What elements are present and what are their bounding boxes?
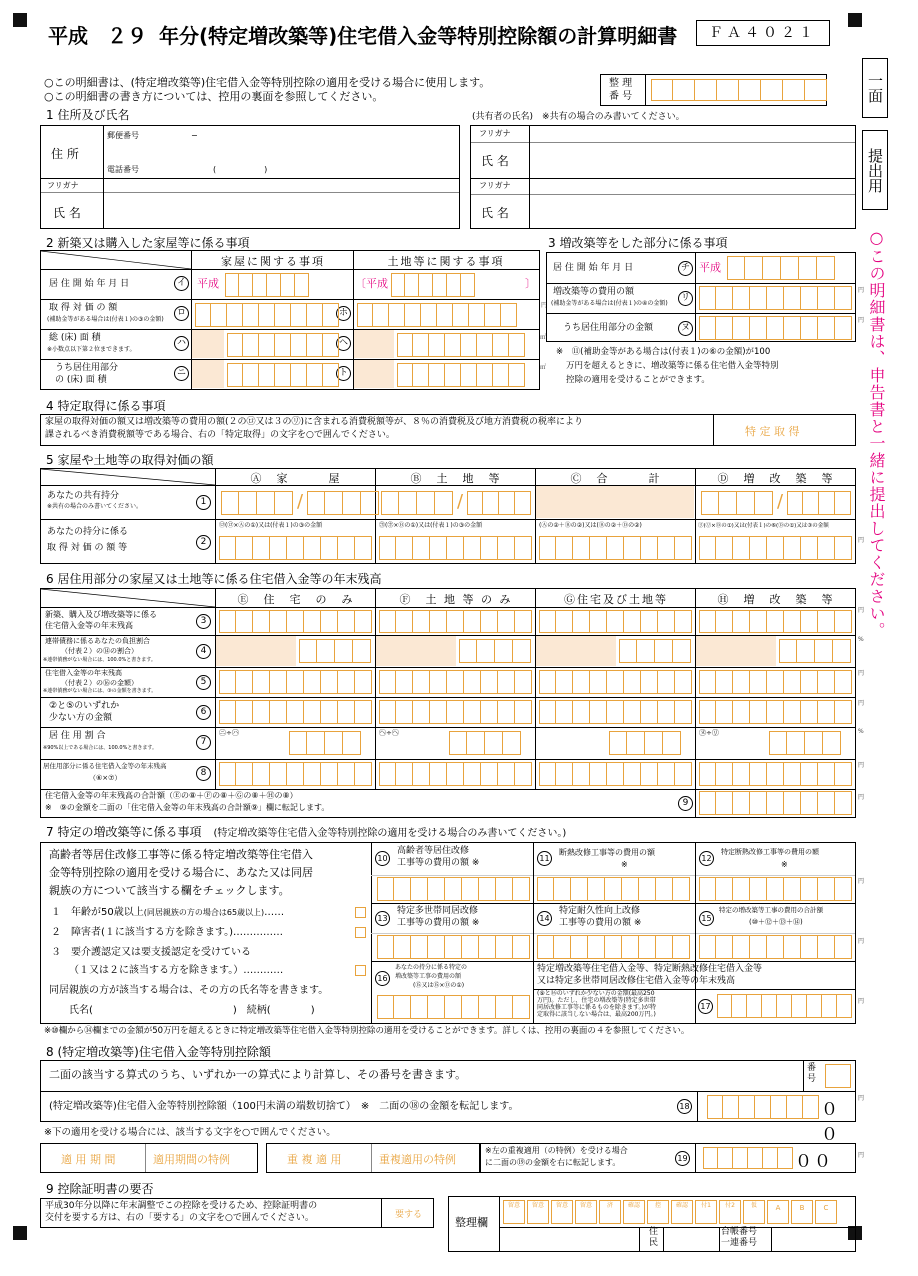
b12-input[interactable] — [699, 877, 852, 901]
yen-unit: 円 — [858, 700, 865, 707]
zokaichiku-mochibun-denom[interactable] — [787, 491, 851, 515]
kaoku-mochibun-denom[interactable] — [307, 491, 379, 515]
formula-d: ㋷(㋷×Ⓓの①)又は(付表１)の⑥(Ⓓの①)又は③の金額 — [698, 523, 829, 529]
f-row6-input[interactable] — [379, 700, 532, 724]
b10-b: 工事等の費用の額 ※ — [397, 858, 480, 868]
marker-19: 19 — [675, 1151, 690, 1166]
b10-input[interactable] — [377, 877, 530, 901]
family-note: 同居親族の方が該当する場合は、その方の氏名等を書きます。 — [49, 985, 329, 996]
marker-9: 9 — [678, 796, 693, 811]
check-1-box[interactable] — [355, 907, 366, 918]
check-3-label: ３ 要介護認定又は要支援認定を受けている — [51, 947, 251, 958]
sec3-note-3: 控除の適用を受けることができます。 — [566, 375, 710, 385]
col-f: Ⓕ 土 地 等 の み — [399, 593, 513, 606]
row-kyoju-kaishi: 居 住 開 始 年 月 日 — [49, 279, 130, 289]
marker-17: 17 — [698, 999, 713, 1014]
b13-a: 特定多世帯同居改修 — [397, 906, 479, 916]
row19-a: ※左の重複適用（の特例）を受ける場合 — [485, 1146, 628, 1155]
yen-unit: 円 — [858, 607, 865, 614]
marker-13: 13 — [375, 911, 390, 926]
f-row3-input[interactable] — [379, 610, 532, 633]
sec4-box — [40, 414, 856, 446]
marker-8: 8 — [196, 766, 211, 781]
r5-label-b: （付表２）の⑯の金額） — [61, 679, 138, 687]
seiri-cell: 済 — [599, 1200, 621, 1224]
denwa-label: 電話番号 — [107, 165, 139, 174]
marker-he: ヘ — [336, 336, 351, 351]
vertical-submit-note: ○この明細書は、申告書と一緒に提出してください。 — [867, 228, 886, 639]
seiri-cell: 付1 — [695, 1200, 717, 1224]
bango-label-2: 号 — [807, 1074, 817, 1084]
r8-label-b: （⑥×⑦） — [89, 774, 122, 782]
col-tochi: 土地等に関する事項 — [387, 255, 505, 268]
jusho-label: 住 所 — [51, 147, 79, 161]
g-row5-input[interactable] — [539, 670, 692, 694]
bango-label-1: 番 — [807, 1063, 817, 1073]
title-year: ２９ — [106, 24, 147, 48]
sec1-box — [40, 125, 460, 229]
zero-19: ００ — [795, 1152, 833, 1172]
b13-b: 工事等の費用の額 ※ — [397, 918, 480, 928]
kaoku-taika-input[interactable] — [195, 303, 339, 327]
b17-input[interactable] — [717, 994, 852, 1018]
sqm-unit: ㎡ — [540, 334, 547, 341]
seiri-bango-input[interactable] — [651, 79, 827, 101]
e-row3-input[interactable] — [219, 610, 372, 633]
marker-nu: ヌ — [678, 321, 693, 336]
seiri-bango-box — [600, 74, 827, 106]
sec3-title: 3 増改築等をした部分に係る事項 — [548, 236, 728, 250]
sec7-footnote: ※⑩欄から⑭欄までの金額が50万円を超えるときに特定増改築等住宅借入金等特別控除の適用を受けることができます。詳しくは、控用の裏面の４を参照してください。 — [44, 1026, 690, 1036]
tekiyo-box — [40, 1143, 258, 1173]
denwa-paren: ( ) — [213, 165, 268, 174]
col-e: Ⓔ 住 宅 の み — [237, 593, 355, 606]
e-row4-input[interactable] — [299, 639, 371, 663]
marker-14: 14 — [537, 911, 552, 926]
registration-mark — [13, 1226, 27, 1240]
kaoku-kyoju-menseki-input[interactable] — [227, 363, 339, 387]
note-line-1: ○この明細書は、(特定増改築等)住宅借入金等特別控除の適用を受ける場合に使用します。 — [44, 76, 491, 89]
tochi-kyoju-menseki-input[interactable] — [397, 363, 525, 387]
row-19-box — [480, 1143, 856, 1173]
b14-a: 特定耐久性向上改修 — [559, 906, 641, 916]
seiri-ran — [448, 1196, 856, 1252]
kyoyu-shimei-1: 氏 名 — [481, 154, 509, 168]
kyoyu-label: (共有者の氏名) ※共有の場合のみ書いてください。 — [472, 112, 685, 122]
r6-label-b: 少ない方の金額 — [49, 713, 113, 723]
sec5-title: 5 家屋や土地等の取得対価の額 — [46, 453, 214, 467]
seiri-cell: 留意 — [575, 1200, 597, 1224]
zokaichiku-hiyo-input[interactable] — [699, 286, 852, 310]
sec3-row2b: (補助金等がある場合は(付表１)の④の金額) — [551, 300, 668, 307]
seiri-cells — [503, 1200, 837, 1224]
sub-min: 民 — [649, 1238, 659, 1248]
sec7-box — [40, 842, 856, 1024]
g-row4-input[interactable] — [619, 639, 691, 663]
row-shutoku-taika: 取 得 対 価 の 額 — [49, 303, 118, 313]
marker-16: 16 — [375, 971, 390, 986]
sec9-text-2: 交付を要する方は、右の「要する」の文字を○で囲んでください。 — [45, 1213, 314, 1223]
total-line-2: ※ ⑨の金額を二面の「住宅借入金等の年末残高の合計額⑨」欄に転記します。 — [45, 803, 330, 812]
heisei-kaoku: 平成 — [197, 277, 219, 290]
tochi-mochibun-input[interactable] — [381, 491, 453, 515]
heisei-zokaichiku: 平成 — [699, 261, 721, 274]
marker-7: 7 — [196, 735, 211, 750]
formula-c: (Ⓐの②＋Ⓑの②)又は(Ⓑの②＋Ⓓの②) — [539, 522, 642, 529]
title-era: 平成 — [48, 24, 88, 48]
gokei-taika-2-input[interactable] — [539, 536, 692, 560]
b12-s: ※ — [781, 860, 788, 869]
zokaichiku-date-input[interactable] — [727, 256, 835, 280]
r3-label-b: 住宅借入金等の年末残高 — [45, 621, 133, 630]
g-row8-input[interactable] — [539, 762, 692, 786]
kaoku-mochibun-input[interactable] — [221, 491, 293, 515]
sqm-unit: ㎡ — [540, 364, 547, 371]
r7-label-a: 居 住 用 割 合 — [49, 731, 106, 741]
total-9-input[interactable] — [699, 791, 852, 815]
seiri-cell: 付2 — [719, 1200, 741, 1224]
registration-mark — [13, 13, 27, 27]
mochibun-taika: あなたの持分に係る — [47, 527, 129, 537]
check-2-box[interactable] — [355, 927, 366, 938]
r3-label-a: 新築、購入及び増改築等に係る — [45, 610, 157, 619]
chofuku-tekiyo[interactable]: 重 複 適 用 — [287, 1153, 342, 1166]
marker-11: 11 — [537, 851, 552, 866]
h-row6-input[interactable] — [699, 700, 852, 724]
sec2-table — [40, 250, 540, 390]
r4-label-c: ※連帯債務がない場合には、100.0%と書きます。 — [43, 657, 156, 663]
sec3-row3: うち居住用部分の金額 — [563, 323, 654, 333]
intro-1: 高齢者等居住改修工事等に係る特定増改築等住宅借入 — [49, 848, 313, 861]
check-1-label: １ 年齢が50歳以上(同居親族の方の場合は65歳以上)…… — [51, 907, 285, 918]
b17-a: 特定増改築等住宅借入金等、特定断熱改修住宅借入金等 — [537, 964, 763, 974]
seiri-cell: 仮 — [743, 1200, 765, 1224]
marker-5: 5 — [196, 675, 211, 690]
formula-f: ㋬÷㋬ — [379, 729, 399, 737]
b15-s: (⑩＋⑫＋⑬＋⑭) — [749, 918, 803, 926]
yen-unit: 円 — [858, 938, 865, 945]
tekiyo-kikan[interactable]: 適 用 期 間 — [61, 1153, 116, 1166]
b11-s: ※ — [621, 860, 628, 869]
zokaichiku-taika-2-input[interactable] — [699, 536, 852, 560]
b15-input[interactable] — [699, 935, 852, 959]
teishutsu-tab: 提出用 — [862, 130, 888, 210]
seiri-cell: 確認 — [623, 1200, 645, 1224]
tochi-taika-2-input[interactable] — [379, 536, 532, 560]
b17-note-2: 万円)。ただし、住宅の増改築等(特定多世帯 — [537, 997, 656, 1004]
marker-6: 6 — [196, 705, 211, 720]
yen-unit: 円 — [858, 762, 865, 769]
sec3-table — [546, 252, 856, 342]
sub-daicho: 台帳番号 — [721, 1227, 758, 1237]
f-row4-input[interactable] — [459, 639, 531, 663]
bracket-end: 〕 — [525, 277, 536, 290]
bango-label: 番 号 — [609, 91, 633, 102]
tochi-mochibun-denom[interactable] — [467, 491, 531, 515]
yen-unit: 円 — [858, 670, 865, 677]
b17-note-1: (⑨と⑯のいずれか少ない方の金額(最高250 — [537, 990, 655, 997]
b14-b: 工事等の費用の額 ※ — [559, 918, 642, 928]
r7-label-b: ※90%以上である場合には、100.0%と書きます。 — [43, 745, 157, 751]
kaoku-taika-2-input[interactable] — [219, 536, 372, 560]
mochibun-taika-b: 取 得 対 価 の 額 等 — [47, 543, 128, 553]
f-row7-input[interactable] — [449, 731, 521, 755]
yen-unit: 円 — [858, 537, 865, 544]
sec1-title: 1 住所及び氏名 — [46, 108, 130, 122]
marker-12: 12 — [699, 851, 714, 866]
sec5-table: Ⓐ 家 屋 Ⓑ 土 地 等 Ⓒ 合 計 Ⓓ 増 改 築 等 あなたの共有持分 ※共有の場合のみ書いてください。 あなたの持分に係る 取 得 対 価 の 額 等 1 2 / / / ㋺(㋺×Ⓐの①)又は(付表１)の③の金額 ㋭(㋭×Ⓑの①)又は(付表１)の③の金額 (Ⓐの②＋Ⓑの②)又は(Ⓑの②＋Ⓓの②) ㋷(㋷×Ⓓの①)又は(付表１)の⑥(Ⓓの①)又は③の金額 — [40, 468, 856, 564]
kyoyu-mochibun: あなたの共有持分 — [47, 491, 120, 501]
seiri-label: 整 理 — [609, 78, 633, 89]
col-h: Ⓗ 増 改 築 等 — [717, 593, 835, 606]
seiri-cell: 留意 — [527, 1200, 549, 1224]
formula-a: ㋺(㋺×Ⓐの①)又は(付表１)の③の金額 — [219, 522, 323, 529]
seiri-cell: 留意 — [503, 1200, 525, 1224]
total-line-1: 住宅借入金等の年末残高の合計額（Ⓔの⑧＋Ⓕの⑧＋Ⓖの⑧＋Ⓗの⑧） — [45, 791, 298, 800]
marker-ha: ハ — [174, 336, 189, 351]
heisei-tochi: 〔平成 — [355, 277, 388, 290]
yen-unit: 円 — [858, 287, 865, 294]
col-b: Ⓑ 土 地 等 — [410, 472, 502, 485]
r8-label-a: 居住用部分に係る住宅借入金等の年末残高 — [43, 762, 167, 770]
row19-b: に二面の⑲の金額を右に転記します。 — [485, 1158, 621, 1167]
g-row3-input[interactable] — [539, 610, 692, 633]
intro-2: 金等特別控除の適用を受ける場合に、あなた又は同居 — [49, 866, 313, 879]
check-3-sub: （１又は２に該当する方を除きます。）………… — [69, 965, 284, 976]
marker-i: イ — [174, 276, 189, 291]
formula-e: ㋥÷㋩ — [219, 729, 239, 737]
b17-b: 又は特定多世帯同居改修住宅借入金等の年末残高 — [537, 976, 736, 986]
seiri-cell: 留意 — [551, 1200, 573, 1224]
col-a: Ⓐ 家 屋 — [250, 472, 342, 485]
tochi-menseki-input[interactable] — [397, 333, 525, 357]
sec3-note-2: 万円を超えるときに、増改築等に係る住宅借入金等特別 — [566, 361, 779, 371]
marker-2: 2 — [196, 535, 211, 550]
zokaichiku-mochibun-input[interactable] — [701, 491, 773, 515]
yen-unit: 円 — [858, 878, 865, 885]
check-2-label: ２ 障害者(１に該当する方を除きます。)…………… — [51, 927, 284, 938]
kaoku-menseki-input[interactable] — [227, 333, 339, 357]
e-row7-input[interactable] — [289, 731, 361, 755]
r6-label-a: ②と⑤のいずれか — [49, 701, 120, 711]
kaoku-date-input[interactable] — [225, 273, 309, 297]
h-row8-input[interactable] — [699, 762, 852, 786]
marker-ni: ニ — [174, 366, 189, 381]
b16-c: (⑮又は⑮×Ⓓの①) — [413, 982, 465, 989]
ichimen-tab: 一面 — [862, 58, 888, 118]
yen-unit: 円 — [541, 302, 548, 309]
sec6-table — [40, 588, 856, 818]
b16-input[interactable] — [377, 995, 530, 1019]
intro-3: 親族の方について該当する欄をチェックします。 — [49, 884, 290, 897]
sec4-title: 4 特定取得に係る事項 — [46, 399, 166, 413]
h-row5-input[interactable] — [699, 670, 852, 694]
form-code: ＦＡ４０２１ — [696, 20, 830, 46]
sec8-title: 8 (特定増改築等)住宅借入金等特別控除額 — [46, 1045, 271, 1059]
sec7-title: 7 特定の増改築等に係る事項 (特定増改築等住宅借入金等特別控除の適用を受ける場合のみ書いてください。) — [46, 825, 567, 839]
kyoyu-shimei-2: 氏 名 — [481, 206, 509, 220]
f-row8-input[interactable] — [379, 762, 532, 786]
kyoyu-furigana-2: フリガナ — [479, 181, 511, 190]
yubin-label: 郵便番号 — [107, 131, 139, 140]
sub-ju: 住 — [649, 1227, 659, 1237]
chofuku-box — [266, 1143, 480, 1173]
formula-b: ㋭(㋭×Ⓑの①)又は(付表１)の③の金額 — [379, 522, 483, 529]
marker-ri: リ — [678, 291, 693, 306]
r5-label-c: ※連帯債務がない場合には、③の金額を書きます。 — [43, 688, 157, 694]
h-row7-input[interactable] — [769, 731, 841, 755]
tochi-taika-input[interactable] — [357, 303, 517, 327]
bango-input[interactable] — [825, 1064, 851, 1088]
yosuru-stamp[interactable]: 要する — [395, 1210, 423, 1220]
marker-ro: ロ — [174, 306, 189, 321]
b15: 特定の増改築等工事の費用の合計額 — [719, 906, 823, 914]
marker-1: 1 — [196, 495, 211, 510]
marker-chi: チ — [678, 261, 693, 276]
tokutei-shutoku-stamp[interactable]: 特 定 取 得 — [745, 425, 800, 438]
sec6-title: 6 居住用部分の家屋又は土地等に係る住宅借入金等の年末残高 — [46, 572, 382, 586]
sec8-note: ※下の適用を受ける場合には、該当する文字を○で囲んでください。 — [44, 1127, 336, 1138]
b14-input[interactable] — [537, 935, 690, 959]
marker-4: 4 — [196, 644, 211, 659]
yubin-dash: − — [191, 131, 198, 140]
sec3-row2a: 増改築等の費用の額 — [553, 287, 635, 297]
seiri-cell: 控 — [647, 1200, 669, 1224]
sec9-title: 9 控除証明書の要否 — [46, 1182, 154, 1196]
yen-unit: 円 — [858, 317, 865, 324]
seiri-cell: C — [815, 1200, 837, 1224]
col-kaoku: 家屋に関する事項 — [221, 255, 325, 268]
sec8-row2: (特定増改築等)住宅借入金等特別控除額（100円未満の端数切捨て） ※ 二面の⑱の金額を転記します。 — [49, 1101, 519, 1112]
b10-a: 高齢者等居住改修 — [397, 846, 470, 856]
tekiyo-kikan-tokurei[interactable]: 適用期間の特例 — [153, 1153, 230, 1166]
zero-18: ００ — [821, 1100, 840, 1145]
g-row6-input[interactable] — [539, 700, 692, 724]
g-row7-input[interactable] — [609, 731, 681, 755]
marker-to: ト — [336, 366, 351, 381]
row19-input[interactable] — [703, 1147, 793, 1169]
yen-unit: 円 — [858, 1152, 865, 1159]
marker-18: 18 — [677, 1099, 692, 1114]
sub-ichiren: 一連番号 — [721, 1238, 758, 1248]
sec3-note-1: ※ ⑪(補助金等がある場合は(付表１)の⑥の金額)が100 — [556, 347, 771, 357]
h-row3-input[interactable] — [699, 610, 852, 633]
b17-note-3: 同居改修工事等に係るものを除きます。)が特 — [537, 1004, 656, 1011]
seiri-cell: B — [791, 1200, 813, 1224]
kyoyu-box — [470, 125, 856, 229]
col-g: Ⓖ住宅及び土地等 — [564, 593, 668, 606]
seiri-ran-label: 整理欄 — [455, 1216, 488, 1229]
f-row5-input[interactable] — [379, 670, 532, 694]
kojo-18-input[interactable] — [707, 1095, 819, 1119]
kyoyu-mochibun-note: ※共有の場合のみ書いてください。 — [47, 503, 143, 510]
registration-mark — [848, 13, 862, 27]
check-3-box[interactable] — [355, 965, 366, 976]
h-row4-input[interactable] — [779, 639, 851, 663]
e-row5-input[interactable] — [219, 670, 372, 694]
sec9-text-1: 平成30年分以降に年末調整でこの控除を受けるため、控除証明書の — [45, 1201, 318, 1211]
col-c: Ⓒ 合 計 — [570, 472, 662, 485]
sec9-box — [40, 1198, 434, 1228]
e-row8-input[interactable] — [219, 762, 372, 786]
row-shutoku-note: (補助金等がある場合は(付表１)の③の金額) — [47, 316, 164, 323]
r4-label-a: 連帯債務に係るあなたの負担割合 — [45, 637, 150, 645]
title-main: 年分(特定増改築等)住宅借入金等特別控除額の計算明細書 — [158, 24, 678, 48]
chofuku-tekiyo-tokurei[interactable]: 重複適用の特例 — [379, 1153, 456, 1166]
page-title — [48, 20, 677, 49]
note-line-2: ○この明細書の書き方については、控用の裏面を参照してください。 — [44, 90, 384, 103]
r4-label-b: （付表２）の⑭の割合） — [61, 647, 138, 655]
row-kyoju-menseki-b: の (床) 面 積 — [55, 375, 107, 385]
sec4-text-2: 課されるべき消費税額等である場合、右の「特定取得」の文字を○で囲んでください。 — [45, 430, 395, 440]
e-row6-input[interactable] — [219, 700, 372, 724]
b11-input[interactable] — [537, 877, 690, 901]
family-fields[interactable]: 氏名( ) 続柄( ) — [69, 1005, 315, 1016]
kyoyu-furigana-1: フリガナ — [479, 129, 511, 138]
furigana-label: フリガナ — [47, 181, 79, 190]
zokaichiku-kyoju-input[interactable] — [699, 316, 852, 340]
tochi-date-input[interactable] — [391, 273, 475, 297]
row-menseki: 総 (床) 面 積 — [49, 333, 101, 343]
yen-unit: 円 — [858, 1095, 865, 1102]
b12: 特定断熱改修工事等の費用の額 — [721, 848, 819, 856]
seiri-cell: 確認 — [671, 1200, 693, 1224]
b17-note-4: 定取得に該当しない場合は、最高200万円。) — [537, 1011, 656, 1018]
seiri-cell: A — [767, 1200, 789, 1224]
b13-input[interactable] — [377, 935, 530, 959]
col-d: Ⓓ 増 改 築 等 — [717, 472, 835, 485]
b11: 断熱改修工事等の費用の額 — [559, 848, 655, 857]
marker-3: 3 — [196, 614, 211, 629]
sec8-row1: 二面の該当する算式のうち、いずれか一の算式により計算し、その番号を書きます。 — [49, 1068, 467, 1081]
shimei-label: 氏 名 — [53, 206, 81, 220]
sec3-row1: 居 住 開 始 年 月 日 — [553, 263, 634, 273]
sec4-text-1: 家屋の取得対価の額又は増改築等の費用の額(２の㋺又は３の㋷)に含まれる消費税額等が、８％の消費税及び地方消費税の税率により — [45, 417, 584, 427]
pct-unit: % — [858, 636, 864, 643]
yen-unit: 円 — [858, 794, 865, 801]
b16-a: あなたの持分に係る特定の — [395, 964, 468, 971]
marker-ho: ホ — [336, 306, 351, 321]
yen-unit: 円 — [858, 998, 865, 1005]
sec2-title: 2 新築又は購入した家屋等に係る事項 — [46, 236, 250, 250]
pct-unit: % — [858, 728, 864, 735]
b16-b: 増改築等工事の費用の額 — [395, 973, 462, 980]
marker-10: 10 — [375, 851, 390, 866]
marker-15: 15 — [699, 911, 714, 926]
r5-label-a: 住宅借入金等の年末残高 — [45, 669, 122, 677]
formula-h: ㋦÷㋷ — [699, 729, 719, 737]
row-kyoju-menseki-a: うち居住用部分 — [55, 363, 119, 373]
row-menseki-note: ※小数点以下第２位まできます。 — [47, 346, 136, 353]
